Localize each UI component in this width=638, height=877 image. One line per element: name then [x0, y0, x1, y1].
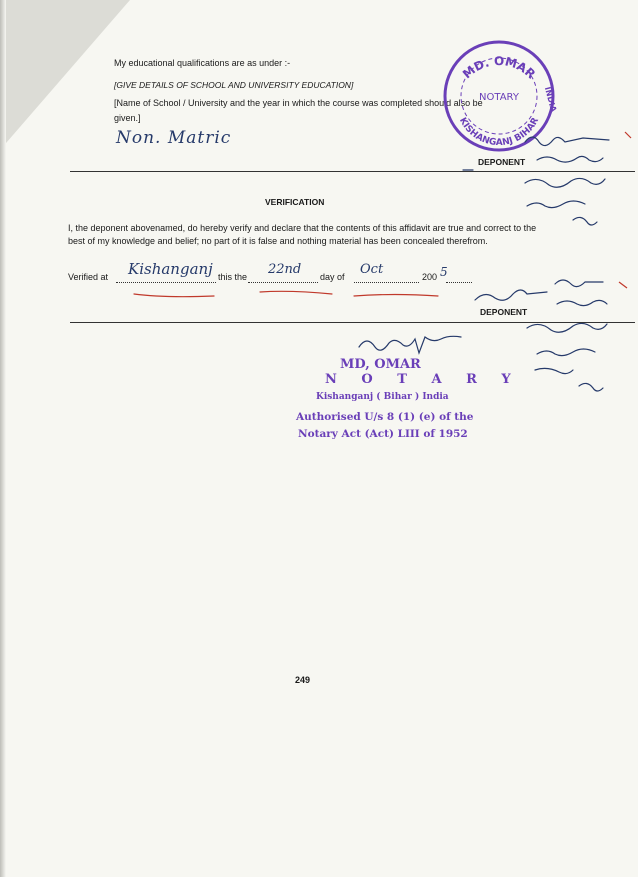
day-of-label: day of [320, 272, 345, 282]
page-edge-shadow [0, 0, 6, 877]
round-stamp-center-text: NOTARY [479, 92, 519, 103]
this-the-label: this the [218, 272, 248, 282]
folded-corner [0, 0, 130, 150]
month-handwritten: Oct [360, 262, 384, 277]
red-underline-marks [130, 288, 450, 302]
notary-title: N O T A R Y [325, 372, 521, 387]
section-divider-1 [70, 171, 635, 172]
place-handwritten: Kishanganj [128, 260, 213, 278]
verification-line [68, 260, 488, 286]
handwritten-qualification: Non. Matric [116, 128, 232, 148]
year-handwritten: 5 [440, 265, 448, 279]
given-instruction: given.] [114, 113, 141, 123]
round-stamp-side-text: INDIA [542, 85, 558, 113]
name-of-school-instruction: [Name of School / University and the year in which the course was completed should also be [114, 98, 483, 108]
svg-text:MD. OMAR [460, 54, 538, 81]
notary-name: MD, OMAR [340, 357, 421, 372]
day-handwritten: 22nd [268, 262, 302, 277]
verified-at-label: Verified at [68, 272, 109, 282]
page-number: 249 [295, 675, 311, 685]
notary-authorised: Authorised U/s 8 (1) (e) of the [296, 411, 474, 423]
deponent-signature-2 [455, 272, 635, 412]
section-divider-2 [70, 322, 635, 323]
verification-title: VERIFICATION [265, 197, 325, 207]
deponent-label-2: DEPONENT [480, 307, 528, 317]
notary-act: Notary Act (Act) LIII of 1952 [298, 428, 468, 440]
qualifications-heading: My educational qualifications are as under :- [114, 58, 291, 68]
give-details-instruction: [GIVE DETAILS OF SCHOOL AND UNIVERSITY EDUCATION] [114, 80, 354, 90]
round-stamp-bottom-text: KISHANGANJ BIHAR [456, 116, 542, 149]
round-stamp-top-text: MD. OMAR [459, 54, 539, 82]
verification-paragraph: I, the deponent abovenamed, do hereby verify and declare that the contents of this affidavit are true and correct to the best of my knowledge and belief; no part of it is false and nothing material has been concealed therefrom. [68, 223, 537, 246]
notary-place: Kishanganj ( Bihar ) India [316, 392, 449, 402]
deponent-label-1: DEPONENT [478, 157, 526, 167]
year-prefix: 200 [422, 272, 438, 282]
